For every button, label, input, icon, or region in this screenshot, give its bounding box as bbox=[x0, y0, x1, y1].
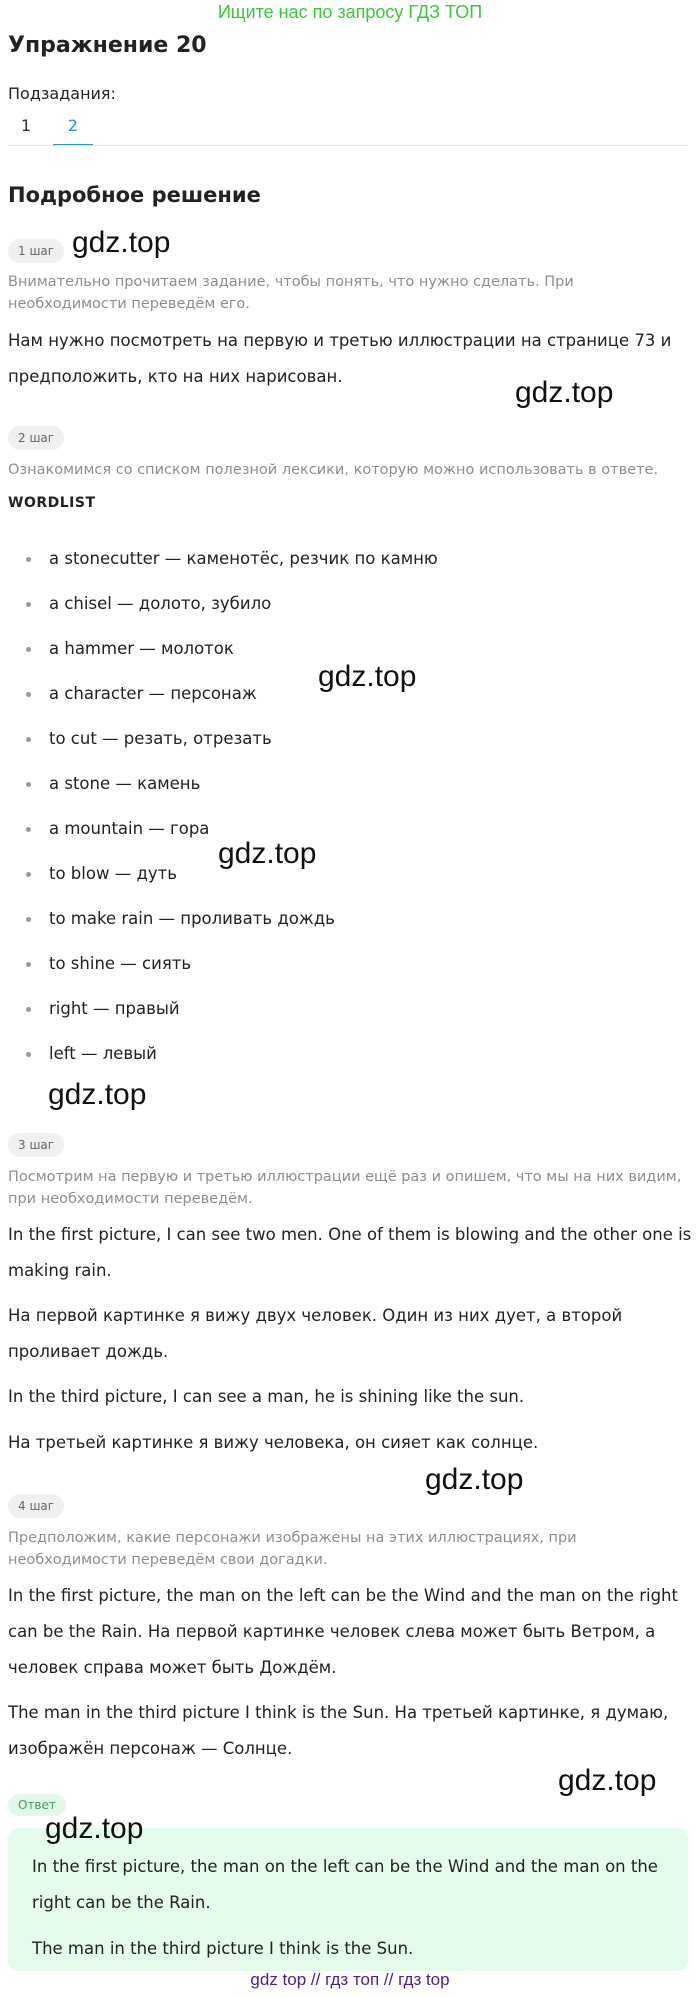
top-banner[interactable]: Ищите нас по запросу ГДЗ ТОП bbox=[217, 2, 483, 22]
step-badge: 1 шаг bbox=[8, 239, 64, 263]
subtasks-label: Подзадания: bbox=[8, 84, 116, 103]
answer-badge: Ответ bbox=[8, 1794, 66, 1816]
step-badge: 2 шаг bbox=[8, 426, 64, 450]
tab-subtask-2[interactable]: 2 bbox=[67, 116, 79, 135]
watermark: gdz.top bbox=[48, 1078, 147, 1111]
answer-paragraph: The man in the third picture I think is the Sun. bbox=[32, 1939, 414, 1958]
step-paragraph: The man in the third picture I think is the Sun. На третьей картинке, я думаю, изображён персонаж — Солнце. bbox=[8, 1703, 669, 1758]
list-item: to shine — сиять bbox=[8, 946, 688, 991]
list-item: a stonecutter — каменотёс, резчик по камню bbox=[8, 541, 688, 586]
step-badge: 4 шаг bbox=[8, 1494, 64, 1518]
step-paragraph: Нам нужно посмотреть на первую и третью иллюстрации на странице 73 и предположить, кто на них нарисован. bbox=[8, 331, 672, 386]
step-paragraph: На третьей картинке я вижу человека, он сияет как солнце. bbox=[8, 1433, 539, 1452]
divider bbox=[8, 145, 688, 146]
step-hint: Предположим, какие персонажи изображены на этих иллюстрациях, при необходимости переведём свои догадки. bbox=[8, 1530, 577, 1568]
step-paragraph: На первой картинке я вижу двух человек. Один из них дует, а второй проливает дождь. bbox=[8, 1306, 623, 1361]
step-hint: Ознакомимся со списком полезной лексики, которую можно использовать в ответе. bbox=[8, 462, 659, 478]
watermark: gdz.top bbox=[515, 376, 614, 409]
bottom-banner[interactable]: gdz top // гдз топ // гдз top bbox=[250, 1970, 450, 1989]
list-item: a stone — камень bbox=[8, 766, 688, 811]
list-item: to cut — резать, отрезать bbox=[8, 721, 688, 766]
watermark: gdz.top bbox=[318, 660, 417, 693]
wordlist-title: WORDLIST bbox=[8, 495, 96, 511]
watermark: gdz.top bbox=[425, 1463, 524, 1496]
list-item: a hammer — молоток bbox=[8, 631, 688, 676]
step-badge: 3 шаг bbox=[8, 1133, 64, 1157]
step-paragraph: In the third picture, I can see a man, he is shining like the sun. bbox=[8, 1387, 525, 1406]
watermark: gdz.top bbox=[558, 1764, 657, 1797]
watermark: gdz.top bbox=[72, 226, 171, 259]
step-paragraph: In the first picture, I can see two men. One of them is blowing and the other one is making rain. bbox=[8, 1225, 692, 1280]
step-paragraph: In the first picture, the man on the left can be the Wind and the man on the right can be the Rain. На первой картинке человек слева может быть Ветром, а человек справа может быть Дождём. bbox=[8, 1586, 678, 1677]
tab-subtask-1[interactable]: 1 bbox=[20, 116, 32, 135]
list-item: left — левый bbox=[8, 1036, 688, 1081]
step-hint: Внимательно прочитаем задание, чтобы понять, что нужно сделать. При необходимости переведём его. bbox=[8, 274, 574, 312]
list-item: a chisel — долото, зубило bbox=[8, 586, 688, 631]
page-title: Упражнение 20 bbox=[8, 33, 207, 58]
answer-paragraph: In the first picture, the man on the left can be the Wind and the man on the right can be the Rain. bbox=[32, 1857, 658, 1912]
solution-heading: Подробное решение bbox=[8, 183, 261, 207]
list-item: a character — персонаж bbox=[8, 676, 688, 721]
watermark: gdz.top bbox=[218, 837, 317, 870]
wordlist bbox=[8, 541, 688, 1081]
watermark: gdz.top bbox=[45, 1812, 144, 1845]
list-item: to blow — дуть bbox=[8, 856, 688, 901]
list-item: right — правый bbox=[8, 991, 688, 1036]
list-item: to make rain — проливать дождь bbox=[8, 901, 688, 946]
step-hint: Посмотрим на первую и третью иллюстрации ещё раз и опишем, что мы на них видим, при необходимости переведём. bbox=[8, 1169, 682, 1207]
list-item: a mountain — гора bbox=[8, 811, 688, 856]
